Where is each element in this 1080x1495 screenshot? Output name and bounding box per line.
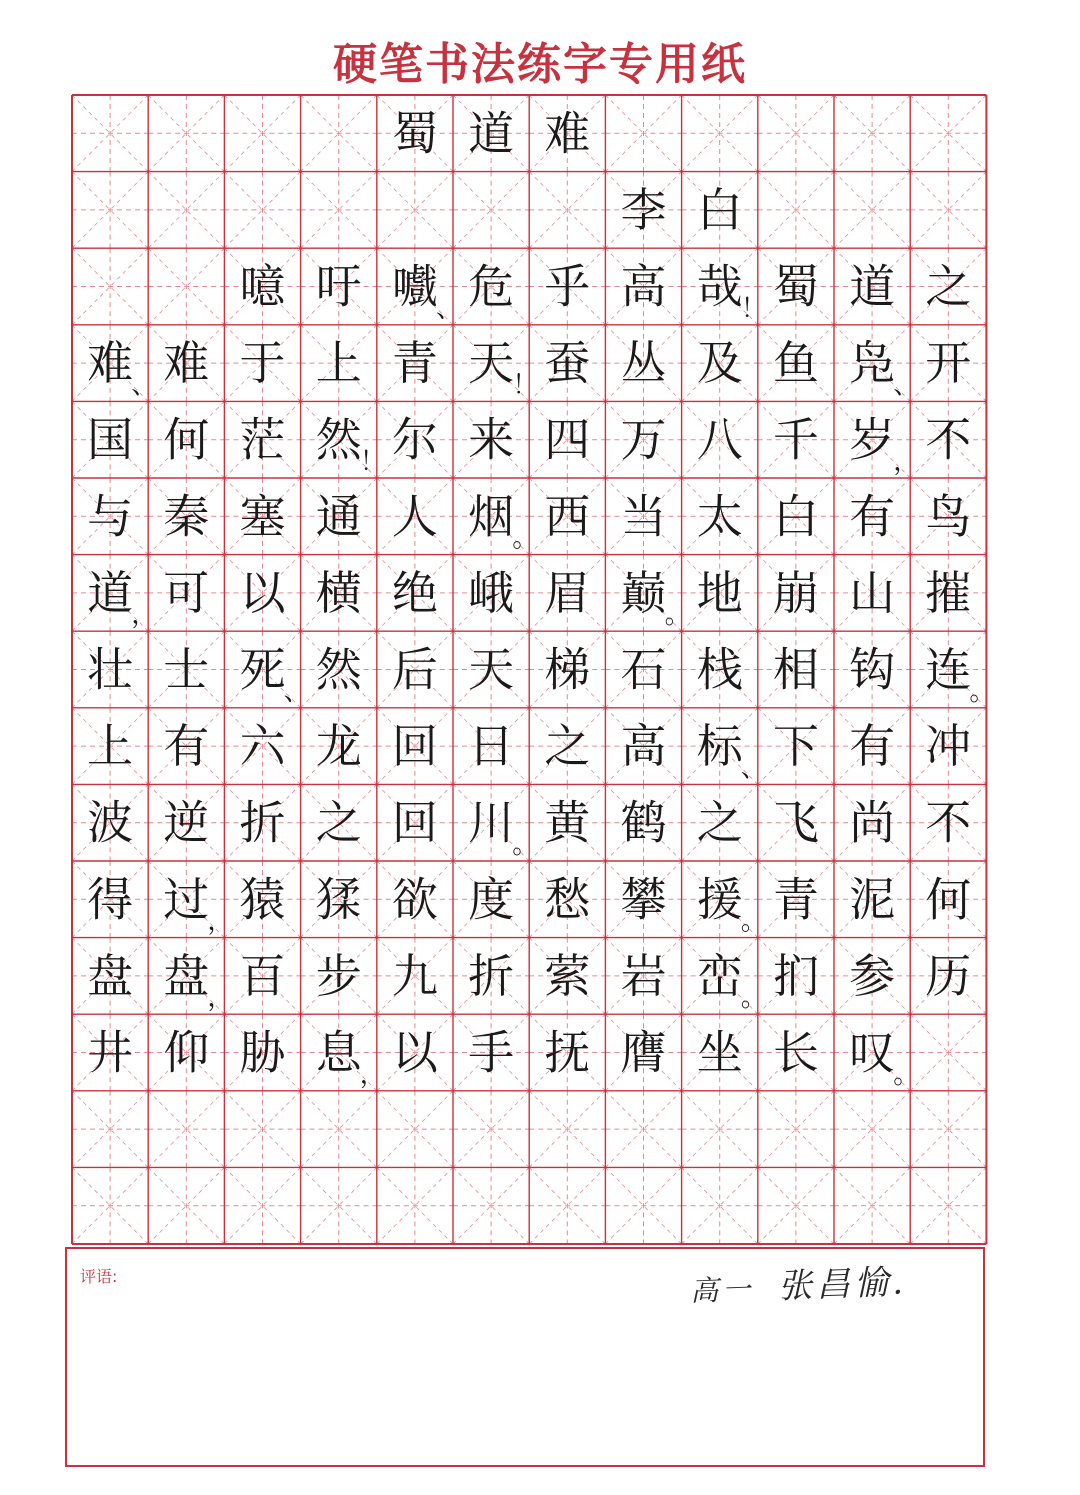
punctuation-mark: 。	[969, 676, 996, 707]
grid-char: 步	[315, 948, 362, 1003]
grid-char: 丛	[620, 336, 667, 391]
grid-char: 川	[468, 795, 515, 850]
grid-char: 难	[544, 106, 591, 161]
grid-char: 与	[87, 489, 134, 544]
comment-label: 评语:	[80, 1267, 118, 1286]
grid-char: 乎	[544, 259, 591, 314]
grid-char: 峨	[468, 565, 515, 620]
grid-char: 鱼	[772, 336, 819, 391]
grid-char: 噫	[239, 259, 286, 314]
grid-char: 青	[772, 872, 819, 927]
grid-char: 八	[696, 412, 743, 467]
punctuation-mark: ！	[512, 370, 539, 401]
grid-char: 九	[391, 948, 438, 1003]
grid-char: 有	[849, 719, 896, 774]
grid-char: 难	[87, 336, 134, 391]
punctuation-mark: ，	[893, 447, 920, 477]
grid-char: 开	[925, 336, 972, 391]
grid-char: 来	[468, 412, 515, 467]
grid-char: 逆	[163, 795, 210, 850]
grid-char: 飞	[772, 795, 819, 850]
grid-char: 烟	[468, 489, 515, 544]
grid-char: 援	[696, 872, 743, 927]
grid-char: 折	[239, 795, 286, 850]
grid-char: 道	[87, 565, 134, 620]
grid-char: 历	[925, 948, 972, 1003]
signature-name: 张昌愉.	[777, 1262, 908, 1307]
grid-char: 参	[849, 948, 896, 1003]
grid-char: 盘	[87, 948, 134, 1003]
grid-char: 青	[391, 336, 438, 391]
grid-char: 折	[468, 948, 515, 1003]
grid-char: 井	[87, 1025, 134, 1080]
grid-char: 度	[468, 872, 515, 927]
punctuation-mark: ！	[740, 293, 767, 324]
grid-char: 哉	[696, 259, 743, 314]
punctuation-mark: 。	[664, 600, 691, 631]
grid-char: 岩	[620, 948, 667, 1003]
grid-char: 之	[315, 795, 362, 850]
punctuation-mark: 、	[435, 293, 463, 324]
punctuation-mark: 、	[893, 370, 920, 401]
grid-char: 万	[620, 412, 667, 467]
grid-char: 膺	[620, 1025, 667, 1080]
grid-char: 难	[163, 336, 210, 391]
grid-char: 下	[772, 719, 819, 774]
grid-char: 石	[620, 642, 667, 697]
grid-char: 回	[391, 795, 438, 850]
grid-char: 太	[696, 489, 743, 544]
grid-char: 龙	[315, 719, 362, 774]
grid-char: 峦	[696, 948, 743, 1003]
grid-char: 有	[163, 719, 210, 774]
grid-char: 凫	[849, 336, 896, 391]
grid-char: 梯	[544, 642, 591, 697]
grid-char: 何	[163, 412, 210, 467]
signature	[689, 1254, 907, 1311]
grid-char: 相	[772, 642, 819, 697]
grid-char: 愁	[544, 872, 591, 927]
grid-char: 猿	[239, 872, 286, 927]
punctuation-mark: 。	[740, 906, 767, 937]
punctuation-mark: 。	[893, 1059, 920, 1090]
punctuation-mark: 。	[740, 983, 767, 1014]
grid-char: 以	[391, 1025, 438, 1080]
grid-char: 李	[620, 182, 667, 237]
grid-char: 不	[925, 795, 972, 850]
grid-char: 钩	[849, 642, 896, 697]
grid-char: 西	[544, 489, 591, 544]
grid-char: 千	[772, 412, 819, 467]
grid-char: 仰	[163, 1025, 210, 1080]
grid-char: 栈	[696, 642, 743, 697]
grid-char: 白	[696, 182, 743, 237]
grid-char: 死	[239, 642, 286, 697]
grid-char: 攀	[620, 872, 667, 927]
grid-char: 之	[696, 795, 743, 850]
grid-char: 鸟	[925, 489, 972, 544]
punctuation-mark: ，	[207, 983, 234, 1014]
grid-char: 标	[696, 719, 743, 774]
grid-char: 盘	[163, 948, 210, 1003]
grid-char: 蚕	[544, 336, 591, 391]
grid-char: 过	[163, 872, 210, 927]
punctuation-mark: 。	[512, 523, 539, 554]
grid-char: 有	[849, 489, 896, 544]
grid-char: 得	[87, 872, 134, 927]
grid-char: 横	[315, 565, 362, 620]
grid-char: 之	[544, 719, 591, 774]
signature-class: 高一	[689, 1272, 755, 1308]
grid-char: 何	[925, 872, 972, 927]
grid-char: 以	[239, 565, 286, 620]
grid-char: 百	[239, 948, 286, 1003]
grid-char: 国	[87, 412, 134, 467]
grid-char: 蜀	[391, 106, 438, 161]
grid-char: 人	[391, 489, 438, 544]
grid-char: 上	[87, 719, 134, 774]
punctuation-mark: 、	[283, 676, 310, 707]
grid-char: 叹	[849, 1025, 896, 1080]
grid-char: 上	[315, 336, 362, 391]
grid-char: 回	[391, 719, 438, 774]
grid-char: 尚	[849, 795, 896, 850]
grid-char: 高	[620, 259, 667, 314]
punctuation-mark: ，	[359, 1059, 386, 1090]
grid-char: 吁	[315, 259, 362, 314]
grid-char: 可	[163, 565, 210, 620]
grid-char: 山	[849, 565, 896, 620]
grid-char: 欲	[391, 872, 438, 927]
grid-char: 萦	[544, 948, 591, 1003]
grid-char: 日	[468, 719, 515, 774]
grid-char: 摧	[925, 565, 972, 620]
grid-char: 长	[772, 1025, 819, 1080]
grid-char: 之	[925, 259, 972, 314]
grid-char: 地	[696, 565, 743, 620]
grid-char: 波	[87, 795, 134, 850]
grid-char: 手	[468, 1025, 515, 1080]
grid-char: 眉	[544, 565, 591, 620]
punctuation-mark: 。	[512, 830, 539, 860]
grid-char: 后	[391, 642, 438, 697]
grid-char: 崩	[772, 565, 819, 620]
punctuation-mark: 、	[131, 370, 158, 401]
grid-char: 高	[620, 719, 667, 774]
grid-char: 泥	[849, 872, 896, 927]
punctuation-mark: 、	[740, 753, 767, 784]
grid-char: 士	[163, 642, 210, 697]
grid-char: 黄	[544, 795, 591, 850]
grid-char: 绝	[391, 565, 438, 620]
punctuation-mark: ！	[359, 447, 386, 477]
grid-char: 四	[544, 412, 591, 467]
punctuation-mark: ，	[131, 600, 158, 631]
grid-char: 胁	[239, 1025, 286, 1080]
grid-char: 道	[468, 106, 515, 161]
grid-char: 鹤	[620, 795, 667, 850]
page-title: 硬笔书法练字专用纸	[333, 39, 747, 90]
grid-char: 蜀	[772, 259, 819, 314]
grid-char: 六	[239, 719, 286, 774]
grid-char: 抚	[544, 1025, 591, 1080]
punctuation-mark: ，	[207, 906, 234, 937]
grid-char: 冲	[925, 719, 972, 774]
grid-char: 及	[696, 336, 743, 391]
grid-char: 当	[620, 489, 667, 544]
grid-char: 茫	[239, 412, 286, 467]
grid-char: 秦	[163, 489, 210, 544]
grid-char: 连	[925, 642, 972, 697]
grid-char: 岁	[849, 412, 896, 467]
grid-char: 危	[468, 259, 515, 314]
grid-char: 天	[468, 336, 515, 391]
grid-char: 塞	[239, 489, 286, 544]
grid-char: 通	[315, 489, 362, 544]
grid-char: 壮	[87, 642, 134, 697]
grid-char: 然	[315, 412, 362, 467]
grid-char: 然	[315, 642, 362, 697]
grid-char: 坐	[696, 1025, 743, 1080]
grid-char: 白	[772, 489, 819, 544]
grid-char: 不	[925, 412, 972, 467]
grid-char: 扪	[772, 948, 819, 1003]
grid-char: 天	[468, 642, 515, 697]
grid-char: 道	[849, 259, 896, 314]
grid-char: 息	[315, 1025, 362, 1080]
grid-char: 嚱	[391, 259, 438, 314]
grid-char: 于	[239, 336, 286, 391]
grid-char: 尔	[391, 412, 438, 467]
grid-char: 猱	[315, 872, 362, 927]
grid-char: 巅	[620, 565, 667, 620]
